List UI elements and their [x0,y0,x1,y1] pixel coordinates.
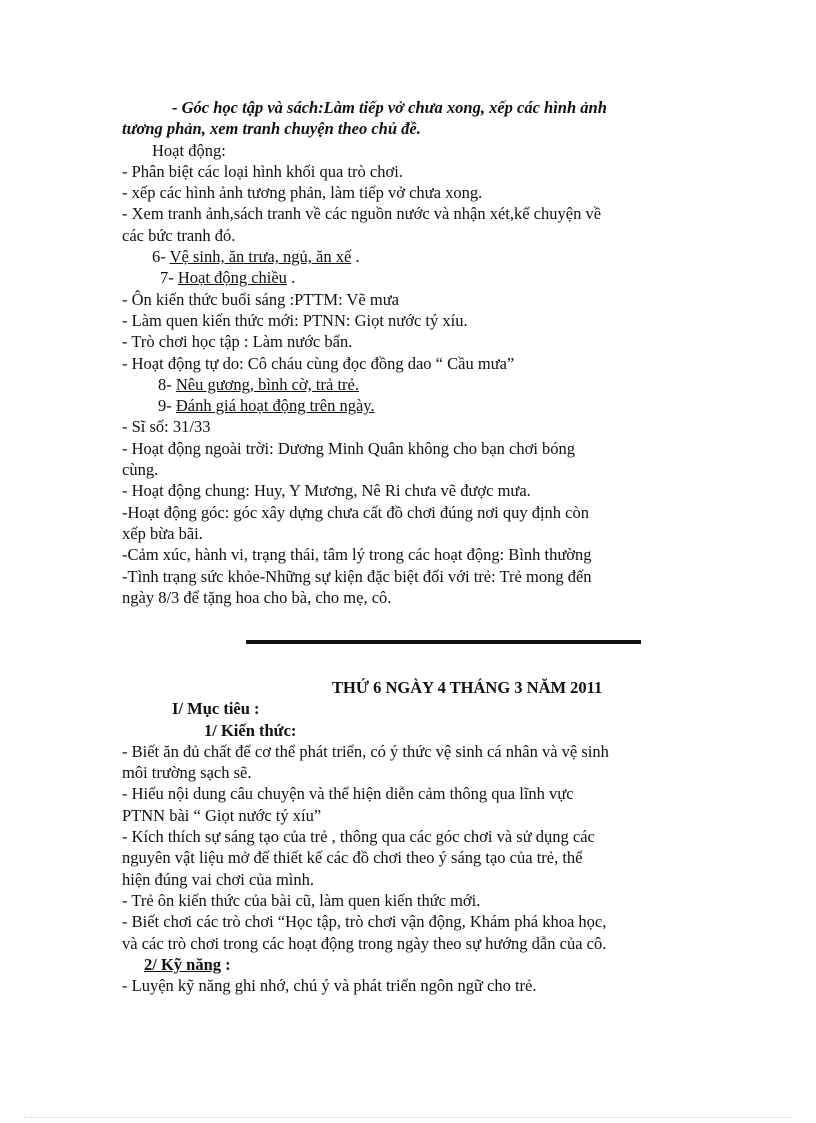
activities-label: Hoạt động: [152,140,226,160]
knowledge-item: và các trò chơi trong các hoạt động trong ngày theo sự hướng dẫn của cô. [122,933,607,953]
evaluation-item: - Sĩ số: 31/33 [122,417,211,437]
evaluation-item: -Tình trạng sức khỏe-Những sự kiện đặc biệt đối với trẻ: Trẻ mong đến [122,566,592,586]
skills-heading-tail: : [221,954,231,974]
skills-heading-text: 2/ Kỹ năng [144,954,222,974]
evaluation-item: cùng. [122,460,159,480]
evaluation-item: - Hoạt động chung: Huy, Y Mương, Nê Ri chưa vẽ được mưa. [122,481,531,501]
day-heading: THỨ 6 NGÀY 4 THÁNG 3 NĂM 2011 [332,678,603,697]
knowledge-item: nguyên vật liệu mở để thiết kế các đồ chơi theo ý sáng tạo của trẻ, thể [122,848,583,868]
heading-9-text: Đánh giá hoạt động trên ngày. [175,396,375,416]
knowledge-item: PTNN bài “ Giọt nước tý xíu” [122,805,322,825]
heading-7 [122,267,702,288]
heading-7-text: Hoạt động chiều [177,268,287,288]
activity-item: - Xem tranh ảnh,sách tranh về các nguồn nước và nhận xét,kể chuyện về [122,204,602,224]
knowledge-item: - Kích thích sự sáng tạo của trẻ , thông qua các góc chơi và sử dụng các [122,827,595,847]
afternoon-item: - Trò chơi học tập : Làm nước bẩn. [122,332,353,352]
knowledge-item: hiện đúng vai chơi của mình. [122,869,315,889]
section-activities [122,97,702,608]
knowledge-item: - Biết ăn đủ chất để cơ thể phát triển, có ý thức vệ sinh cá nhân và vệ sinh [122,741,609,761]
skills-item: - Luyện kỹ năng ghi nhớ, chú ý và phát triển ngôn ngữ cho trẻ. [122,976,537,996]
learning-corner-line: - Góc học tập và sách:Làm tiếp vở chưa xong, xếp các hình ảnh [172,98,607,117]
heading-6 [122,246,702,267]
heading-8-text: Nêu gương, bình cờ, trả trẻ. [175,374,359,394]
heading-8-number: 8- [158,374,176,394]
activity-item: - Phân biệt các loại hình khối qua trò chơi. [122,161,403,181]
evaluation-item: -Cảm xúc, hành vi, trạng thái, tâm lý trong các hoạt động: Bình thường [122,545,592,565]
knowledge-item: - Biết chơi các trò chơi “Học tập, trò chơi vận động, Khám phá khoa học, [122,912,607,932]
evaluation-item: ngày 8/3 để tặng hoa cho bà, cho mẹ, cô. [122,587,392,607]
heading-6-text: Vệ sinh, ăn trưa, ngủ, ăn xế [169,247,352,267]
afternoon-item: - Ôn kiến thức buổi sáng :PTTM: Vẽ mưa [122,289,399,309]
heading-6-number: 6- [152,247,170,267]
heading-9 [122,395,702,416]
knowledge-heading: 1/ Kiến thức: [204,720,297,740]
skills-heading [122,954,702,975]
learning-corner-line-cont: tương phản, xem tranh chuyện theo chủ đề. [122,119,421,139]
heading-7-tail: . [286,268,296,288]
afternoon-item: - Làm quen kiến thức mới: PTNN: Giọt nước tý xíu. [122,310,468,330]
page-bottom-border [24,1117,792,1118]
evaluation-item: xếp bừa bãi. [122,523,203,543]
evaluation-item: -Hoạt động góc: góc xây dựng chưa cất đồ chơi đúng nơi quy định còn [122,502,589,522]
activity-item: các bức tranh đó. [122,225,236,245]
heading-9-number: 9- [158,396,176,416]
objectives-heading: I/ Mục tiêu : [172,699,260,719]
afternoon-item: - Hoạt động tự do: Cô cháu cùng đọc đồng dao “ Cầu mưa” [122,353,515,373]
heading-7-number: 7- [160,268,178,288]
knowledge-item: môi trường sạch sẽ. [122,763,252,783]
heading-8 [122,374,702,395]
knowledge-item: - Hiểu nội dung câu chuyện và thể hiện diễn cảm thông qua lĩnh vực [122,784,574,804]
section-objectives [122,677,702,996]
evaluation-item: - Hoạt động ngoài trời: Dương Minh Quân không cho bạn chơi bóng [122,438,576,458]
knowledge-item: - Trẻ ôn kiến thức của bài cũ, làm quen kiến thức mới. [122,890,481,910]
section-divider [246,640,641,644]
activity-item: - xếp các hình ảnh tương phản, làm tiếp vở chưa xong. [122,183,483,203]
heading-6-tail: . [351,247,360,267]
